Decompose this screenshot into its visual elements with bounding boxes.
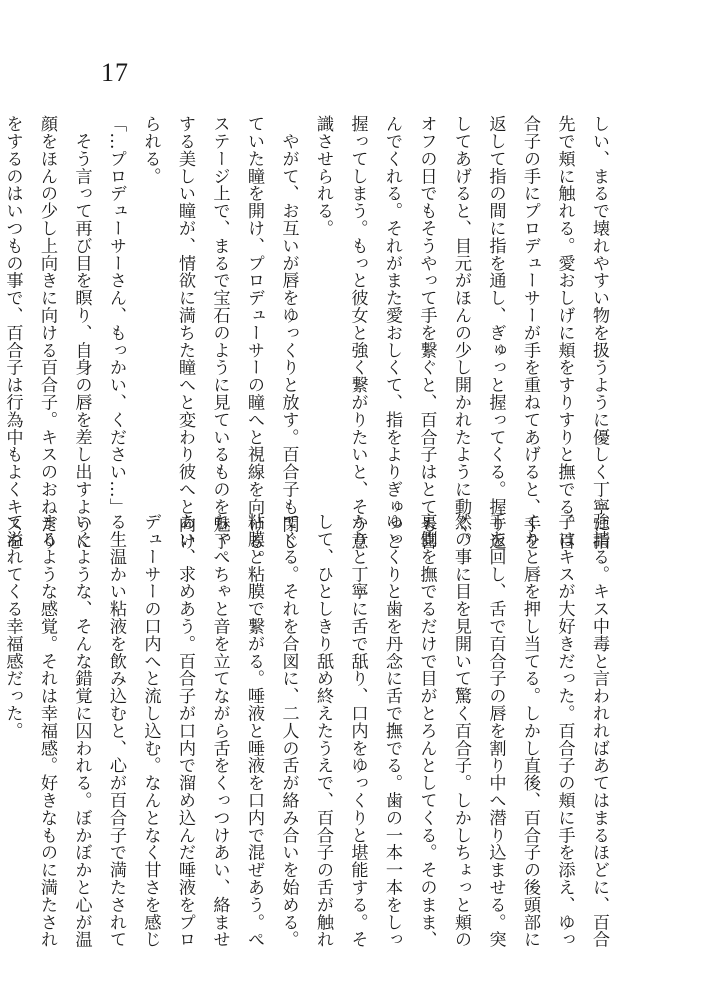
text-line: をするのはいつもの事で、百合子は行為中もよくキスを [2, 115, 23, 550]
text-line: する美しい瞳が、情欲に満ちた瞳へと変わり彼へと向け [175, 115, 195, 550]
text-line: かりと丁寧に舌で舐り、口内をゆっくりと堪能する。そ [347, 513, 368, 948]
text-line: 握ってしまう。もっと彼女と強く繋がりたいと、そう意 [347, 115, 368, 550]
text-line: ていた瞳を開け、プロデューサーの瞳へと視線を向ける。 [244, 115, 264, 568]
text-line: 顔をほんの少し上向きに向ける百合子。キスのおねだり [37, 115, 57, 550]
text-line: ステージ上で、まるで宝石のように見ているものを魅了 [209, 115, 230, 550]
text-line: しい、まるで壊れやすい物を扱うように優しく丁寧に指 [589, 115, 609, 550]
text-line: てくる。それを合図に、二人の舌が絡み合いを始める。 [278, 513, 299, 948]
text-line: まるような感覚。それは幸福感。好きなものに満たされ [37, 513, 57, 948]
text-line: 識させられる。 [313, 115, 333, 237]
text-block-upper [2, 115, 616, 568]
text-line: 先で頬に触れる。愛おしげに頬をすりすりと撫でる。百 [554, 115, 575, 550]
text-line: 然の事に目を見開いて驚く百合子。しかしちょっと頬の [451, 513, 471, 948]
text-line: 手を回し、舌で百合子の唇を割り中へ潜り込ませる。突 [485, 513, 506, 948]
text-line: 粘膜と粘膜で繋がる。唾液と唾液を口内で混ぜあう。ぺ [244, 513, 264, 948]
text-line: ゆっくりと歯を丹念に舌で撫でる。歯の一本一本をしっ [382, 513, 402, 948]
text-line: 「…プロデューサーさん、もっかい、ください…」 [106, 115, 126, 516]
text-line: してあげると、目元がほんの少し開かれたように動く。 [451, 115, 471, 550]
text-line: やがて、お互いが唇をゆっくりと放す。百合子も閉じ [278, 115, 299, 550]
text-line: そう言って再び目を瞑り、自身の唇を差し出すように [71, 115, 92, 550]
text-line: 合子の手にプロデューサーが手を重ねてあげると、手を [520, 115, 540, 550]
text-line: られる。 [140, 115, 161, 185]
text-line: ちゃぺちゃと音を立てながら舌をくっつけあい、絡ませ [209, 513, 230, 948]
text-line: る生温かい粘液を飲み込むと、心が百合子で満たされて [106, 513, 126, 948]
text-line: あい、求めあう。百合子が口内で溜め込んだ唾液をプロ [175, 513, 195, 948]
text-line: いくような、そんな錯覚に囚われる。ぼかぼかと心が温 [71, 513, 92, 948]
text-line: 強請る。キス中毒と言われればあてはまるほどに、百合 [589, 513, 609, 948]
text-line: して、ひとしきり舐め終えたうえで、百合子の舌が触れ [313, 513, 333, 948]
text-line: 返して指の間に指を通し、ぎゅっと握ってくる。握り返 [485, 115, 506, 550]
text-line: 裏側を撫でるだけで目がとろんとしてくる。そのまま、 [416, 513, 437, 948]
text-line: くりと唇を押し当てる。しかし直後、百合子の後頭部に [520, 513, 540, 948]
text-line: 子はキスが大好きだった。百合子の頬に手を添え、ゆっ [554, 513, 575, 948]
page-number: 17 [101, 58, 129, 87]
text-line: て溢れてくる幸福感だった。 [2, 513, 23, 740]
text-line: オフの日でもそうやって手を繋ぐと、百合子はとても喜 [416, 115, 437, 550]
text-line: デューサーの口内へと流し込む。なんとなく甘さを感じ [140, 513, 161, 948]
text-block-lower [2, 513, 616, 948]
text-line: んでくれる。それがまた愛おしくて、指をよりぎゅっと [382, 115, 402, 550]
